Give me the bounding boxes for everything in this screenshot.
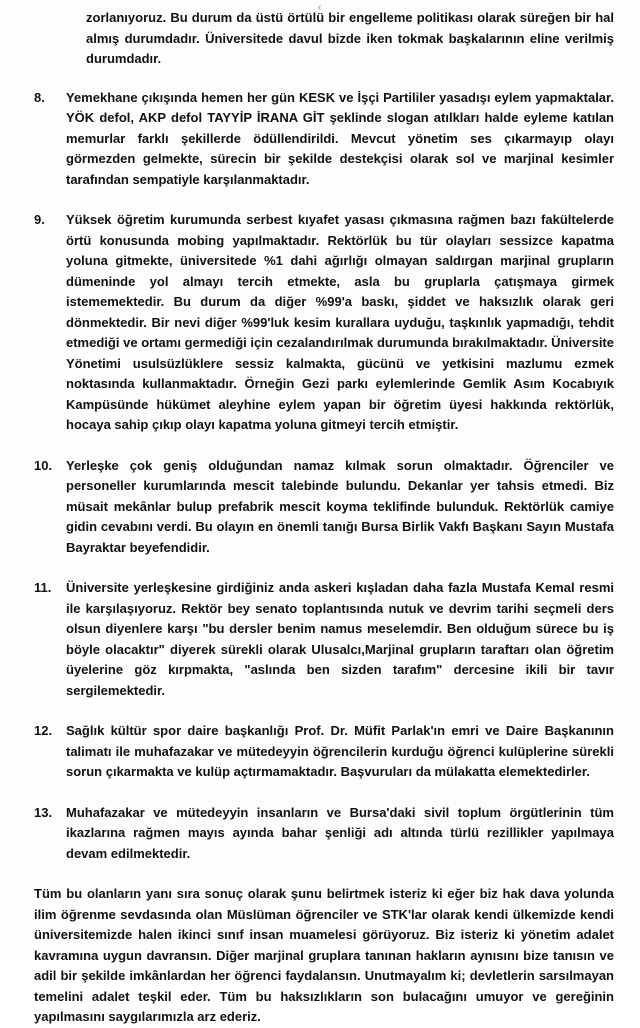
item-number: 8. [34,89,45,105]
conclusion-paragraph: Tüm bu olanların yanı sıra sonuç olarak şunu belirtmek isteriz ki eğer biz hak dava yolunda ilim öğrenme sevdasında olan Müslüman öğrenciler ve STK'lar olarak kendi ülkemizde kendi üniversitemizde halen ikinci sınıf insan muamelesi görüyoruz. Biz isteriz ki yönetim adalet kavramına uygun davransın. Diğer marjinal gruplara tanınan hakların aynısını bize tanısın ve adil bir şekilde imkânlardan her öğrenci faydalansın. Unutmayalım ki; devletlerin sarsılmayan temelini adalet teşkil eder. Tüm bu haksızlıkların son bulacağını umuyor ve gereğinin yapılmasını saygılarımızla arz ederiz. [34,886,614,1024]
list-item [34,88,614,191]
item-text: Üniversite yerleşkesine girdiğiniz anda askeri kışladan daha fazla Mustafa Kemal resmi ile karşılaşıyoruz. Rektör bey senato toplantısında nutuk ve devrim tarihi seçmeli ders olsun diyenlere karşı "bu dersler benim namus meselemdir. Ben olduğum sürece bu iş böyle olacaktır" diyerek sürekli olarak Ulusalcı,Marjinal grupların taraftarı olan öğretim üyelerine göz kırpmakta, "aslında ben sizden tarafım" dercesine ikili bir tavır sergilemektedir. [66,580,614,698]
item-text: Muhafazakar ve mütedeyyin insanların ve Bursa'daki sivil toplum örgütlerinin tüm ikazlarına rağmen mayıs ayında bahar şenliği adı altında türlü rezillikler yapılmaya devam edilmektedir. [66,804,614,861]
item-number: 13. [34,804,53,820]
item-text: Yemekhane çıkışında hemen her gün KESK ve İşçi Partililer yasadışı eylem yapmaktalar. YÖK defol, AKP defol TAYYİP İRANA GİT şeklinde slogan atılkları halde eyleme katılan memurlar farklı şekillerde ödüllendirildi. Mevcut yönetim ses çıkarmayıp olayı görmezden gelmekte, sürecin bir şekilde destekçisi olarak sol ve marjinal kesimler tarafından sempatiyle karşılanmaktadır. [66,89,614,187]
item-number: 9. [34,212,45,227]
item-text: Sağlık kültür spor daire başkanlığı Prof. Dr. Müfit Parlak'ın emri ve Daire Başkanının talimatı ile muhafazakar ve mütedeyyin öğrencilerin kurduğu öğrenci kulüplerine sürekli sorun çıkarmakta ve kulüp açtırmamaktadır. Başvuruları da mülakatta elemektedirler. [66,723,614,779]
list-item [34,803,614,865]
list-item [34,210,614,436]
list-item [34,578,614,701]
item-number: 11. [34,580,52,595]
list-item [34,721,614,783]
item-number: 12. [34,723,53,738]
item-text: Yerleşke çok geniş olduğundan namaz kılmak sorun olmaktadır. Öğrenciler ve personeller kurumlarında mescit talebinde bulundu. Dekanlar yer tahsis etmedi. Biz müsait mekânlar bulup prefabrik mescit koyma teklifinde bulunduk. Rektörlük camiye gidin cevabını verdi. Bu olayın en önemli tanığı Bursa Birlik Vakfı Başkanı Sayın Mustafa Bayraktar beyefendidir. [66,457,614,555]
staple-mark: ‹ [318,2,322,13]
item-number: 10. [34,457,53,473]
list-item [34,456,614,559]
item-text: Yüksek öğretim kurumunda serbest kıyafet yasası çıkmasına rağmen bazı fakültelerde örtü konusunda mobing yapılmaktadır. Rektörlük bu tür olayları sessizce kapatma yoluna gitmekte, üniversitede %1 dahi ağırlığı olmayan saldırgan marjinal grupların dümeninde yol almayı tercih etmekte, asla bu gruplarla çatışmaya girmek istememektedir. Bu durum da diğer %99'a baskı, şiddet ve haksızlık olarak geri dönmektedir. Bir nevi diğer %99'luk kesim kurallara uyduğu, taşkınlık yapmadığı, tehdit etmediği ve ortamı germediği için cezalandırılmak durumunda bırakılmaktadır. Üniversite Yönetimi usulsüzlüklere sessiz kalmakta, gücünü ve yetkisini mazlumu ezmek noktasında kullanmaktadır. Örneğin Gezi parkı eylemlerinde Gemlik Asım Kocabıyık Kampüsünde hükümet aleyhine eylem yapan bir öğretim üyesi hakkında rektörlük, hocaya sahip çıkıp olayı kapatma yoluna gitmeyi tercih etmiştir. [66,212,614,432]
continuation-paragraph: zorlanıyoruz. Bu durum da üstü örtülü bir engelleme politikası olarak süreğen bir hal almış durumdadır. Üniversitede davul bizde iken tokmak başkalarının eline verilmiş durumdadır. [86,10,614,66]
